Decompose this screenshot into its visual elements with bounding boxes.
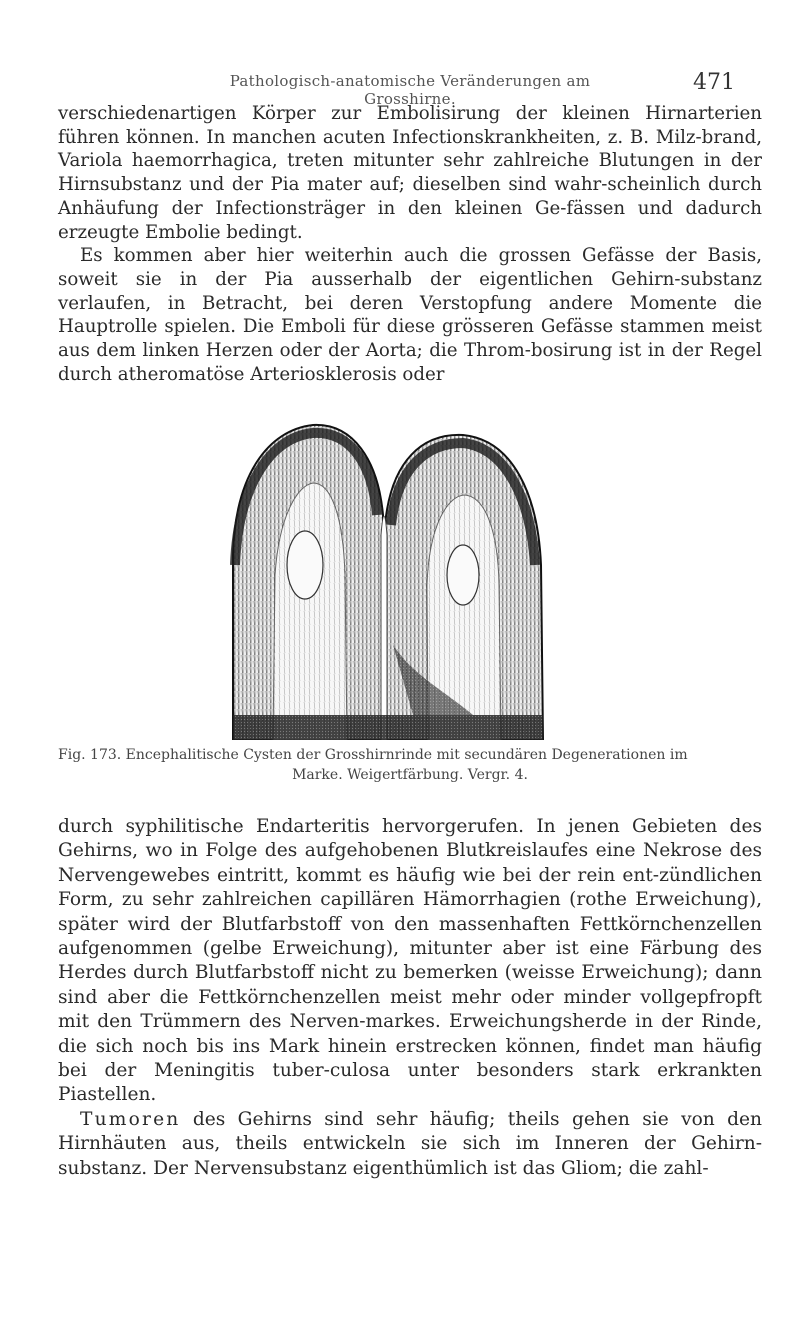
running-head	[0, 70, 800, 108]
paragraph	[58, 1108, 762, 1181]
page-number: 471	[693, 70, 735, 95]
text-block-top	[58, 102, 762, 386]
caption-line: Fig. 173. Encephalitische Cysten der Grosshirnrinde mit secundären Degenerationen im	[58, 747, 688, 763]
paragraph: durch syphilitische Endarteritis hervorgerufen. In jenen Gebieten des Gehirns, wo in Folge des aufgehobenen Blutkreislaufes eine Nekrose des Nervengewebes eintritt, kommt es häufig wie bei der rein ent-zündlichen Form, zu sehr zahlreichen capillären Hämorrhagien (rothe Erweichung), später wird der Blutfarbstoff von den massenhaften Fettkörnchenzellen aufgenommen (gelbe Erweichung), mitunter aber ist eine Färbung des Herdes durch Blutfarbstoff nicht zu bemerken (weisse Erweichung); dann sind aber die Fettkörnchenzellen meist mehr oder minder vollgepfropft mit den Trümmern des Nerven-markes. Erweichungsherde in der Rinde, die sich noch bis ins Mark hinein erstrecken können, findet man häufig bei der Meningitis tuber-culosa unter besonders stark erkrankten Piastellen.	[58, 816, 762, 1106]
brain-section-illustration	[213, 415, 553, 740]
paragraph: Es kommen aber hier weiterhin auch die grossen Gefässe der Basis, soweit sie in der Pia ausserhalb der eigentlichen Gehirn-substanz verlaufen, in Betracht, bei deren Verstopfung andere Momente die Hauptrolle spielen. Die Emboli für diese grösseren Gefässe stammen meist aus dem linken Herzen oder der Aorta; die Throm-bosirung ist in der Regel durch atheromatöse Arteriosklerosis oder	[58, 245, 762, 385]
caption-line: Marke. Weigertfärbung. Vergr. 4.	[292, 767, 528, 783]
figure-caption	[58, 745, 762, 785]
emphasized-term: Tumoren	[80, 1108, 181, 1130]
running-title: Pathologisch-anatomische Veränderungen am Grosshirne.	[229, 72, 591, 108]
paragraph-text: des Gehirns sind sehr häufig; theils gehen sie von den Hirnhäuten aus, theils entwickeln sie sich im Inneren der Gehirn-substanz. Der Nervensubstanz eigenthümlich ist das Gliom; die zahl-	[58, 1108, 762, 1179]
text-block-bottom	[58, 815, 762, 1181]
paragraph: verschiedenartigen Körper zur Embolisirung der kleinen Hirnarterien führen können. In manchen acuten Infectionskrankheiten, z. B. Milz-brand, Variola haemorrhagica, treten mitunter sehr zahlreiche Blutungen in der Hirnsubstanz und der Pia mater auf; dieselben sind wahr-scheinlich durch Anhäufung der Infectionsträger in den kleinen Ge-fässen und dadurch erzeugte Embolie bedingt.	[58, 103, 762, 243]
figure-illustration	[213, 415, 553, 740]
